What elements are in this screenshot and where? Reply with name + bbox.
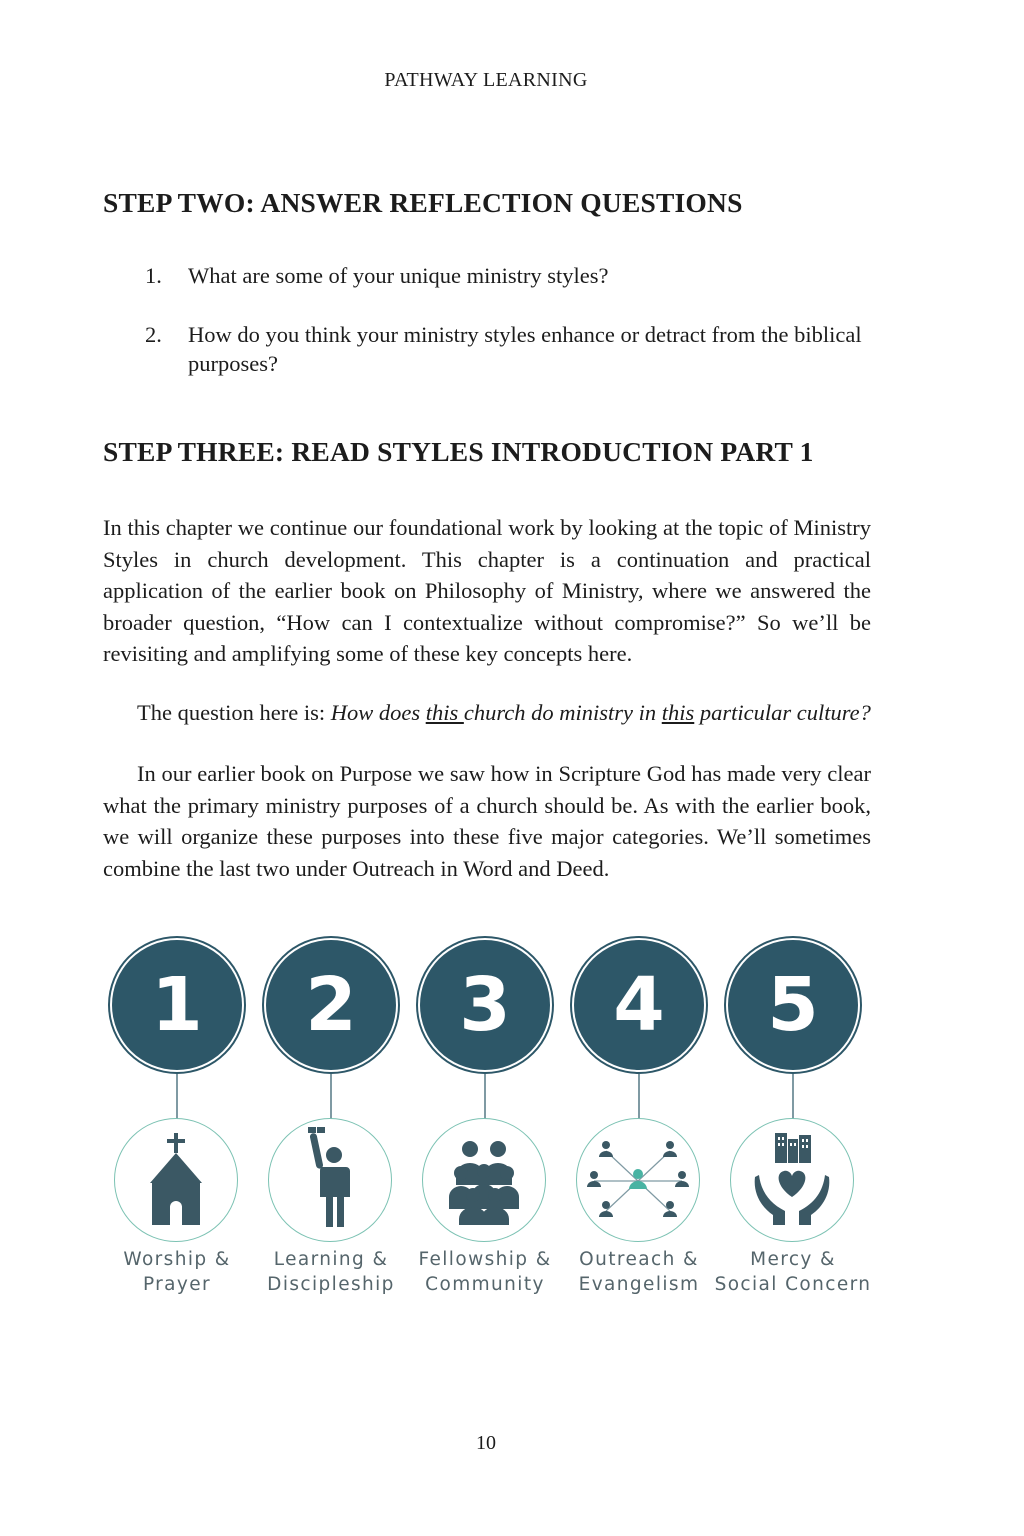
purposes-paragraph: In our earlier book on Purpose we saw how in Scripture God has made very clear what the primary ministry purposes of a church should be. As with the earlier book, we will organize these purposes into these five major categories. We’ll sometimes combine the last two under Outreach in Word and Deed. <box>103 761 871 881</box>
person-holding-bible-icon <box>268 1118 392 1242</box>
purpose-number-circle: 4 <box>574 940 704 1070</box>
purpose-number-circle: 1 <box>112 940 242 1070</box>
connector-line <box>638 1074 640 1119</box>
key-question-intro: The question here is: <box>137 700 331 725</box>
purpose-number-circle: 3 <box>420 940 550 1070</box>
question-item <box>103 320 871 378</box>
step-two-heading: STEP TWO: ANSWER REFLECTION QUESTIONS <box>103 187 743 218</box>
running-header: PATHWAY LEARNING <box>384 69 588 91</box>
key-question-paragraph <box>103 697 871 729</box>
network-of-people-icon <box>576 1118 700 1242</box>
key-question-part: particular culture? <box>694 700 871 725</box>
question-text: How do you think your ministry styles enhance or detract from the biblical purposes? <box>188 322 862 376</box>
purpose-label-line: Fellowship & <box>418 1249 552 1270</box>
purpose-label <box>400 1247 570 1297</box>
reflection-questions-list <box>103 261 871 378</box>
connector-line <box>176 1074 178 1119</box>
purpose-number-circle: 5 <box>728 940 858 1070</box>
purpose-label-line: Learning & <box>273 1249 389 1270</box>
church-icon <box>114 1118 238 1242</box>
step-three-heading: STEP THREE: READ STYLES INTRODUCTION PART 1 <box>103 436 814 467</box>
key-question <box>331 700 871 725</box>
purpose-outreach-evangelism <box>562 940 716 1310</box>
purpose-label-line: Outreach & <box>579 1249 699 1270</box>
key-question-part: church do ministry in <box>463 700 662 725</box>
intro-paragraph: In this chapter we continue our foundational work by looking at the topic of Ministry Styles in church development. This chapter is a continuation and practical application of the earlier book on Philosophy of Ministry, where we answered the broader question, “How can I contextualize without compromise?” So we’ll be revisiting and amplifying some of these key concepts here. <box>103 515 871 666</box>
purpose-label-line: Prayer <box>142 1274 212 1295</box>
key-question-part: How does <box>330 700 426 725</box>
purpose-label-line: Worship & <box>123 1249 231 1270</box>
purpose-label <box>554 1247 724 1297</box>
purpose-label-line: Discipleship <box>267 1274 395 1295</box>
question-text: What are some of your unique ministry styles? <box>188 263 609 288</box>
purpose-fellowship-community <box>408 940 562 1310</box>
key-question-emphasis: this <box>425 700 464 725</box>
connector-line <box>330 1074 332 1119</box>
group-of-people-icon <box>422 1118 546 1242</box>
purpose-label-line: Evangelism <box>578 1274 700 1295</box>
hands-heart-city-icon <box>730 1118 854 1242</box>
connector-line <box>792 1074 794 1119</box>
page-number: 10 <box>476 1432 496 1454</box>
purpose-number-circle: 2 <box>266 940 396 1070</box>
purpose-worship-prayer <box>100 940 254 1310</box>
connector-line <box>484 1074 486 1119</box>
purpose-label <box>708 1247 878 1297</box>
ministry-purposes-figure <box>100 940 870 1310</box>
question-item <box>103 261 871 290</box>
key-question-emphasis: this <box>661 700 695 725</box>
purpose-label <box>92 1247 262 1297</box>
purpose-label-line: Social Concern <box>714 1274 872 1295</box>
purpose-label-line: Mercy & <box>750 1249 836 1270</box>
question-number: 1. <box>145 263 162 288</box>
question-number: 2. <box>145 322 162 347</box>
purpose-mercy-social-concern <box>716 940 870 1310</box>
purpose-label <box>246 1247 416 1297</box>
purpose-label-line: Community <box>425 1274 545 1295</box>
purpose-learning-discipleship <box>254 940 408 1310</box>
